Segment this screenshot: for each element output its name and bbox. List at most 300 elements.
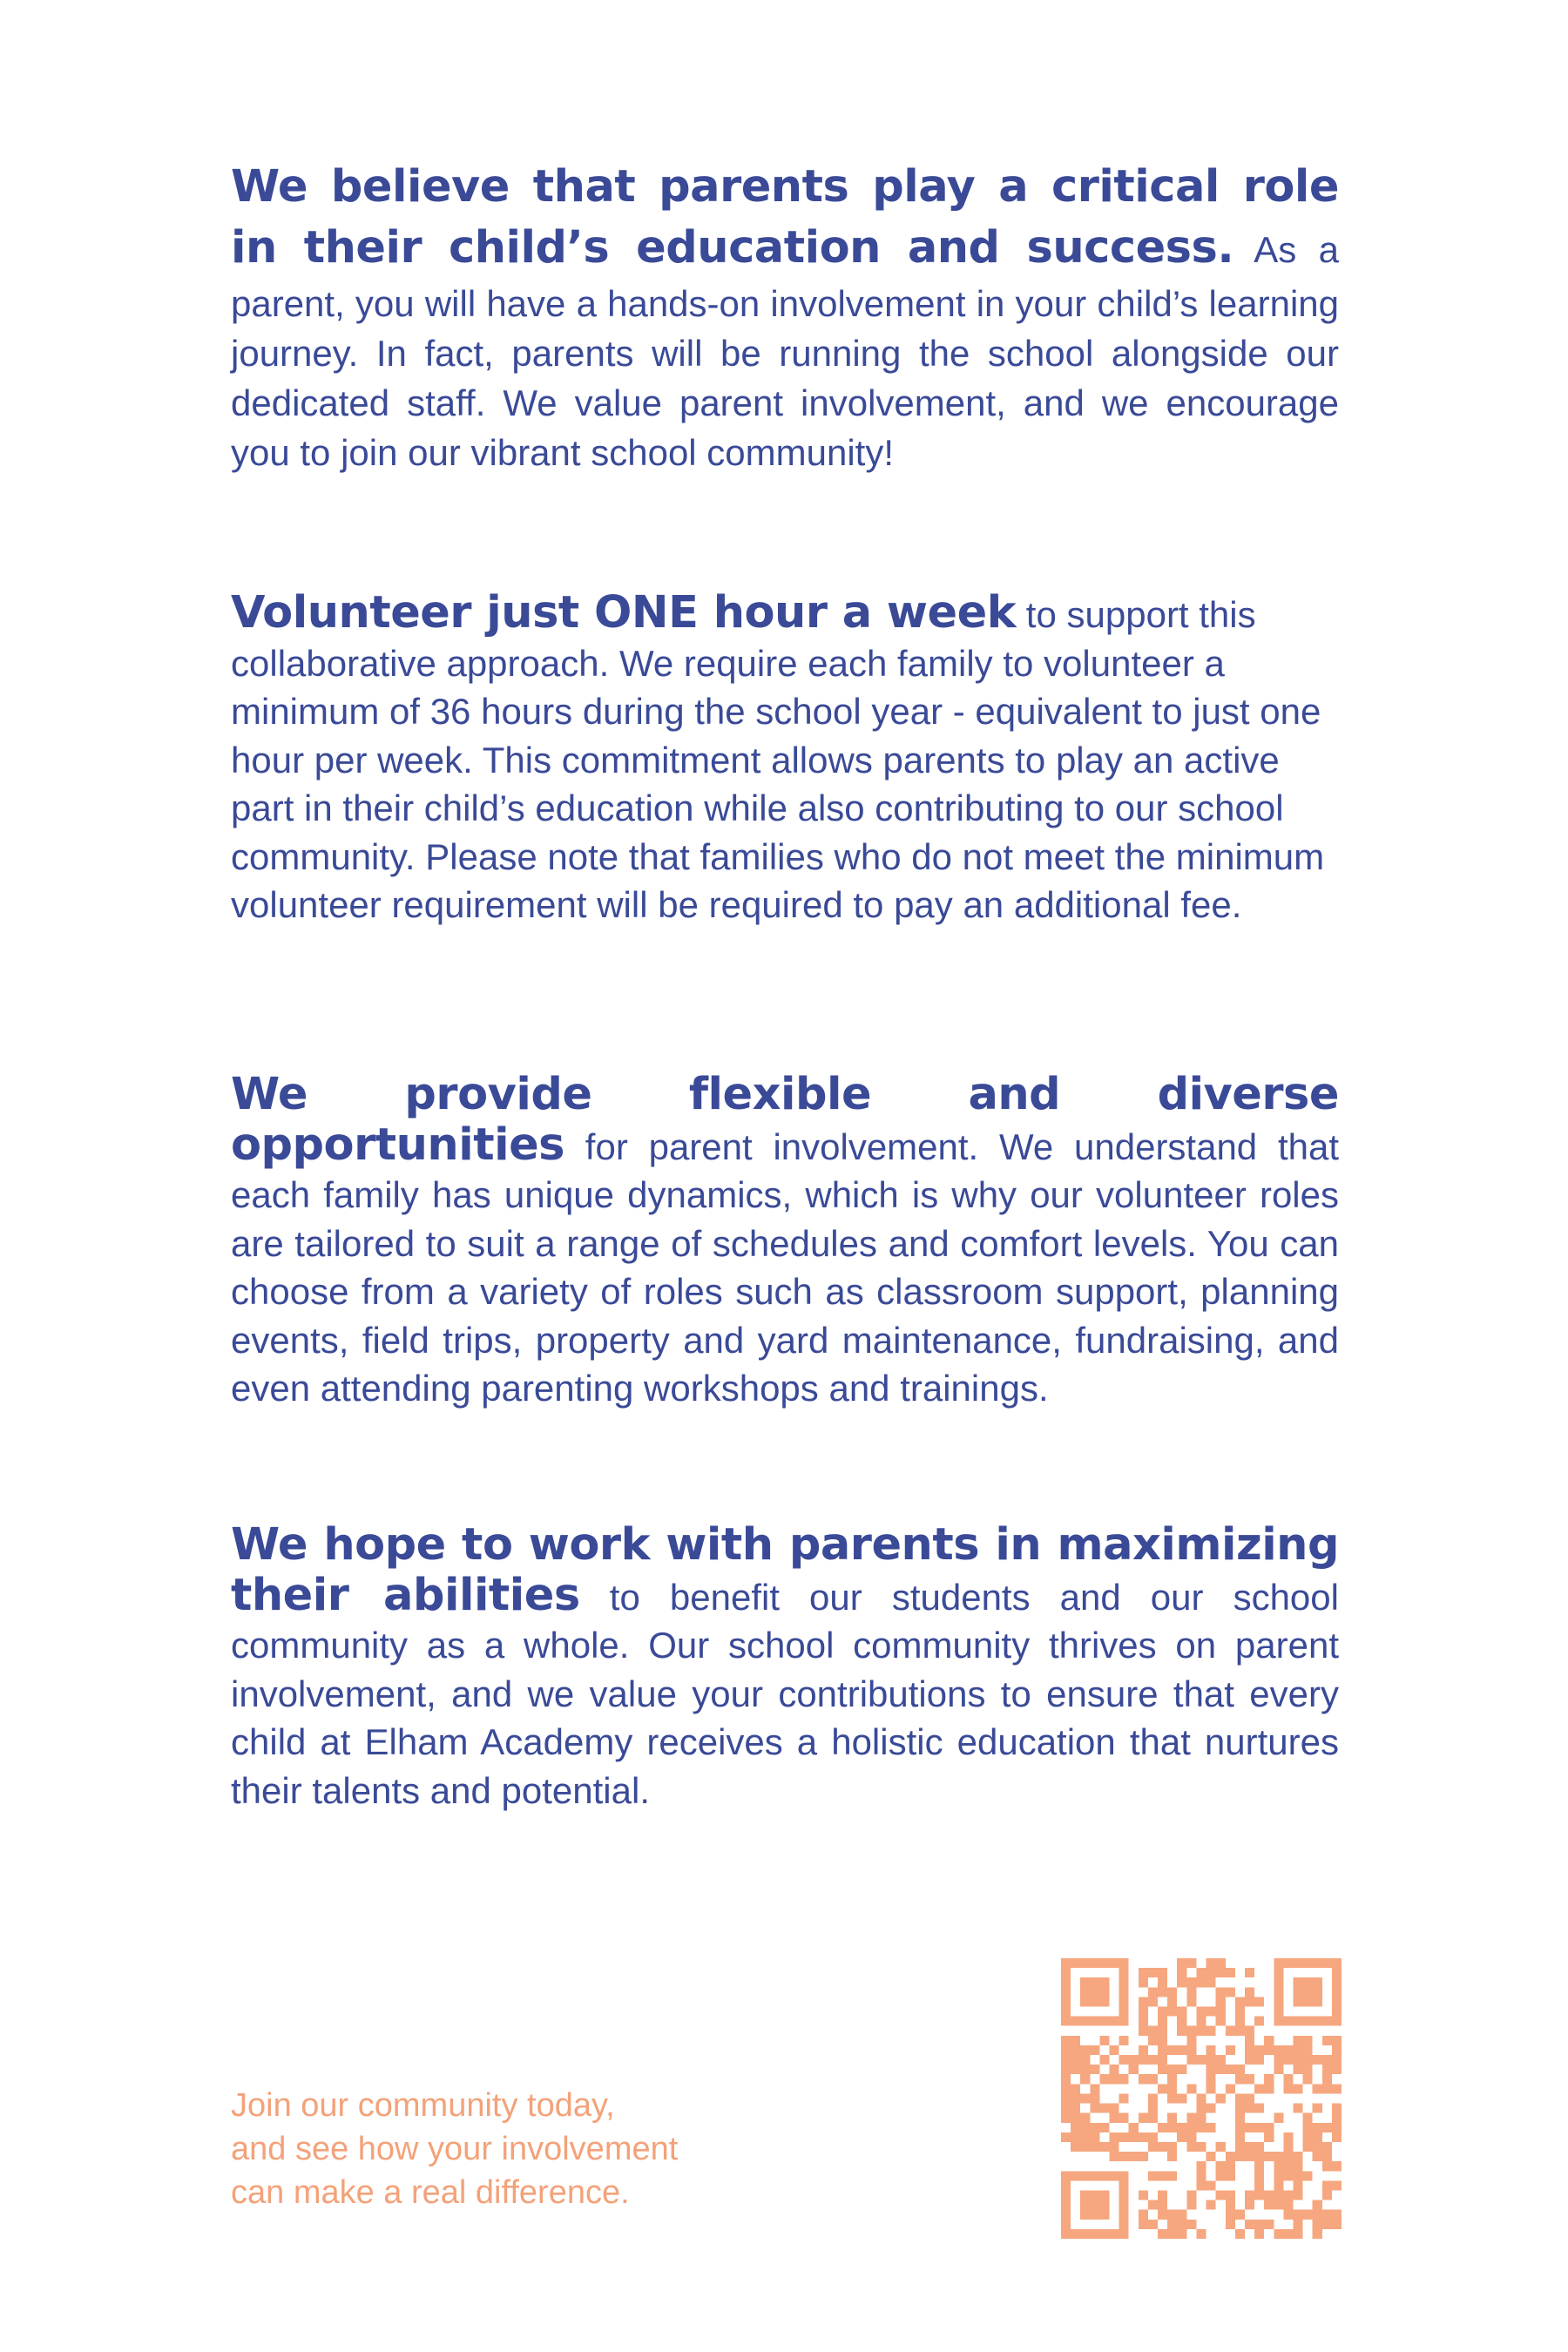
- qr-module: [1119, 2093, 1129, 2103]
- qr-module: [1139, 1997, 1148, 2006]
- qr-module: [1090, 2132, 1099, 2142]
- qr-module: [1110, 2074, 1119, 2084]
- qr-module: [1080, 2065, 1090, 2074]
- qr-module: [1283, 2229, 1293, 2239]
- qr-module: [1206, 2200, 1216, 2210]
- qr-module: [1303, 2142, 1313, 2152]
- qr-module: [1235, 2113, 1245, 2123]
- qr-module: [1206, 2180, 1216, 2190]
- qr-module: [1177, 2093, 1186, 2103]
- qr-module: [1322, 2220, 1332, 2229]
- qr-module: [1264, 2123, 1274, 2132]
- qr-module: [1167, 2210, 1177, 2220]
- qr-module: [1167, 2171, 1177, 2180]
- qr-module: [1283, 2161, 1293, 2171]
- qr-module: [1158, 2017, 1167, 2026]
- qr-module: [1177, 2210, 1186, 2220]
- qr-module: [1245, 2026, 1254, 2036]
- qr-module: [1167, 2084, 1177, 2093]
- qr-module: [1274, 2161, 1283, 2171]
- qr-module: [1158, 2055, 1167, 2065]
- qr-module: [1254, 1997, 1264, 2006]
- qr-finder-module: [1061, 2229, 1129, 2239]
- qr-module: [1264, 2200, 1274, 2210]
- qr-module: [1313, 2132, 1322, 2142]
- qr-module: [1313, 2152, 1322, 2161]
- qr-module: [1322, 2084, 1332, 2093]
- qr-module: [1196, 1977, 1206, 1987]
- qr-module: [1206, 2074, 1216, 2084]
- qr-module: [1139, 2007, 1148, 2017]
- qr-module: [1196, 2180, 1206, 2190]
- qr-module: [1148, 2036, 1158, 2045]
- qr-module: [1274, 2113, 1283, 2123]
- qr-module: [1148, 1987, 1158, 1997]
- qr-module: [1245, 1968, 1254, 1977]
- qr-module: [1158, 1968, 1167, 1977]
- qr-module: [1216, 2065, 1226, 2074]
- qr-module: [1226, 2190, 1235, 2200]
- qr-finder-module: [1332, 1968, 1342, 2017]
- qr-module: [1313, 2084, 1322, 2093]
- qr-module: [1196, 2093, 1206, 2103]
- qr-module: [1216, 2093, 1226, 2103]
- qr-module: [1071, 2084, 1080, 2093]
- qr-module: [1110, 2142, 1119, 2152]
- qr-module: [1071, 2123, 1080, 2132]
- qr-module: [1196, 2113, 1206, 2123]
- qr-module: [1216, 2161, 1226, 2171]
- qr-module: [1186, 1958, 1196, 1968]
- qr-module: [1186, 2045, 1196, 2055]
- qr-module: [1186, 2055, 1196, 2065]
- qr-module: [1167, 2093, 1177, 2103]
- qr-module: [1206, 1958, 1216, 1968]
- qr-module: [1293, 2055, 1302, 2065]
- qr-module: [1226, 2045, 1235, 2055]
- section-paragraph: [231, 589, 1339, 929]
- qr-finder-module: [1061, 1968, 1071, 2017]
- qr-module: [1206, 1968, 1216, 1977]
- qr-module: [1129, 2123, 1139, 2132]
- section-paragraph: [231, 157, 1339, 477]
- section-heading: Volunteer just ONE hour a week: [231, 587, 1017, 639]
- qr-module: [1177, 2229, 1186, 2239]
- qr-module: [1283, 2200, 1293, 2210]
- qr-module: [1226, 2210, 1235, 2220]
- qr-module: [1139, 2190, 1148, 2200]
- qr-module: [1303, 2113, 1313, 2123]
- qr-module: [1322, 2190, 1332, 2200]
- qr-module: [1186, 1997, 1196, 2006]
- qr-module: [1177, 2132, 1186, 2142]
- qr-module: [1139, 2152, 1148, 2161]
- qr-module: [1061, 2036, 1071, 2045]
- qr-module: [1245, 2045, 1254, 2055]
- qr-module: [1216, 1997, 1226, 2006]
- qr-module: [1226, 1987, 1235, 1997]
- qr-module: [1283, 2055, 1293, 2065]
- qr-module: [1090, 2065, 1099, 2074]
- qr-module: [1186, 2220, 1196, 2229]
- qr-module: [1119, 2152, 1129, 2161]
- section-parent-role: [231, 157, 1339, 477]
- qr-module: [1158, 1977, 1167, 1987]
- qr-module: [1119, 2055, 1129, 2065]
- qr-module: [1254, 2045, 1264, 2055]
- qr-module: [1061, 2084, 1071, 2093]
- qr-finder-module: [1293, 1977, 1321, 2006]
- qr-module: [1139, 2045, 1148, 2055]
- qr-module: [1167, 1997, 1177, 2006]
- qr-module: [1226, 2152, 1235, 2161]
- qr-module: [1254, 2104, 1264, 2113]
- qr-module: [1061, 2104, 1071, 2113]
- qr-module: [1071, 2113, 1080, 2123]
- qr-module: [1235, 2093, 1245, 2103]
- qr-module: [1274, 2180, 1283, 2190]
- qr-module: [1322, 2065, 1332, 2074]
- qr-module: [1322, 2123, 1332, 2132]
- qr-module: [1313, 2055, 1322, 2065]
- qr-module: [1332, 2132, 1342, 2142]
- qr-module: [1206, 1977, 1216, 1987]
- qr-alignment-module: [1293, 2161, 1302, 2190]
- section-body: to benefit our students and our school community as a whole. Our school community thrives on parent involvement, and we value your contributions to ensure that every child at Elham Academy receives a holistic education that nurtures their talents and potential.: [231, 1576, 1339, 1811]
- qr-module: [1196, 2161, 1206, 2171]
- qr-module: [1110, 2152, 1119, 2161]
- qr-module: [1283, 2132, 1293, 2142]
- qr-module: [1196, 2026, 1206, 2036]
- qr-module: [1245, 1997, 1254, 2006]
- qr-module: [1129, 2055, 1139, 2065]
- qr-module: [1196, 2017, 1206, 2026]
- qr-finder-module: [1080, 1977, 1109, 2006]
- section-heading: We hope to work with parents in maximizing their abilities: [231, 1519, 1339, 1621]
- qr-module: [1332, 2113, 1342, 2123]
- qr-module: [1061, 2113, 1071, 2123]
- qr-finder-module: [1061, 2017, 1129, 2026]
- qr-module: [1139, 2132, 1148, 2142]
- qr-module: [1071, 2132, 1080, 2142]
- qr-module: [1139, 2026, 1148, 2036]
- qr-module: [1245, 1987, 1254, 1997]
- qr-module: [1177, 1977, 1186, 1987]
- qr-module: [1206, 2026, 1216, 2036]
- qr-module: [1332, 2045, 1342, 2055]
- qr-module: [1061, 2132, 1071, 2142]
- qr-module: [1167, 2229, 1177, 2239]
- qr-module: [1274, 2065, 1283, 2074]
- qr-module: [1177, 2017, 1186, 2026]
- qr-module: [1245, 2036, 1254, 2045]
- qr-module: [1245, 2093, 1254, 2103]
- qr-module: [1090, 2104, 1099, 2113]
- qr-module: [1235, 2142, 1245, 2152]
- qr-module: [1167, 2220, 1177, 2229]
- qr-module: [1283, 2074, 1293, 2084]
- qr-module: [1080, 2045, 1090, 2055]
- qr-module: [1080, 2142, 1090, 2152]
- qr-module: [1332, 2065, 1342, 2074]
- qr-module: [1148, 2055, 1158, 2065]
- qr-module: [1196, 2142, 1206, 2152]
- qr-module: [1129, 2065, 1139, 2074]
- qr-module: [1186, 2200, 1196, 2210]
- qr-module: [1080, 2132, 1090, 2142]
- qr-module: [1090, 2123, 1099, 2132]
- qr-module: [1313, 2142, 1322, 2152]
- qr-module: [1303, 2132, 1313, 2142]
- qr-module: [1235, 2007, 1245, 2017]
- qr-finder-module: [1080, 2190, 1109, 2219]
- qr-module: [1274, 2055, 1283, 2065]
- qr-module: [1303, 2074, 1313, 2084]
- qr-module: [1186, 1987, 1196, 1997]
- qr-module: [1226, 2220, 1235, 2229]
- qr-module: [1245, 2152, 1254, 2161]
- qr-finder-module: [1119, 2180, 1129, 2229]
- qr-module: [1206, 2065, 1216, 2074]
- section-body: for parent involvement. We understand that each family has unique dynamics, which is why our volunteer roles are tailored to suit a range of schedules and comfort levels. You can choose from a variety of roles such as classroom support, planning events, field trips, property and yard maintenance, fundraising, and even attending parenting workshops and trainings.: [231, 1125, 1339, 1409]
- qr-module: [1322, 2152, 1332, 2161]
- qr-module: [1061, 2045, 1071, 2055]
- qr-module: [1196, 2123, 1206, 2132]
- qr-module: [1254, 2084, 1264, 2093]
- qr-module: [1158, 2171, 1167, 2180]
- section-body: As a parent, you will have a hands-on involvement in your child’s learning journey. In fact, parents will be running the school alongside our dedicated staff. We value parent involvement, and we encourage you to join our vibrant school community!: [231, 229, 1339, 473]
- qr-module: [1264, 2132, 1274, 2142]
- qr-module: [1283, 2084, 1293, 2093]
- section-paragraph: [231, 1071, 1339, 1413]
- qr-module: [1158, 2065, 1167, 2074]
- qr-module: [1303, 2045, 1313, 2055]
- qr-module: [1110, 2113, 1119, 2123]
- qr-module: [1313, 2123, 1322, 2132]
- qr-module: [1283, 2210, 1293, 2220]
- qr-module: [1167, 2113, 1177, 2123]
- qr-module: [1216, 2171, 1226, 2180]
- qr-module: [1119, 2036, 1129, 2045]
- qr-module: [1235, 2074, 1245, 2084]
- qr-module: [1332, 2036, 1342, 2045]
- qr-module: [1177, 2220, 1186, 2229]
- qr-module: [1332, 2180, 1342, 2190]
- qr-module: [1245, 2142, 1254, 2152]
- qr-module: [1139, 1977, 1148, 1987]
- qr-module: [1226, 2171, 1235, 2180]
- qr-module: [1148, 1968, 1158, 1977]
- qr-module: [1196, 2229, 1206, 2239]
- qr-module: [1196, 2055, 1206, 2065]
- qr-module: [1167, 2152, 1177, 2161]
- qr-module: [1245, 2200, 1254, 2210]
- qr-module: [1216, 2142, 1226, 2152]
- qr-module: [1099, 2142, 1109, 2152]
- qr-module: [1216, 1958, 1226, 1968]
- qr-module: [1283, 2045, 1293, 2055]
- qr-module: [1139, 2055, 1148, 2065]
- qr-module: [1293, 2210, 1302, 2220]
- qr-module: [1226, 2200, 1235, 2210]
- qr-module: [1216, 1987, 1226, 1997]
- qr-module: [1274, 2045, 1283, 2055]
- qr-module: [1206, 2007, 1216, 2017]
- qr-module: [1148, 2074, 1158, 2084]
- qr-module: [1071, 2036, 1080, 2045]
- qr-module: [1119, 2113, 1129, 2123]
- qr-module: [1235, 2210, 1245, 2220]
- qr-module: [1313, 2220, 1322, 2229]
- qr-finder-module: [1119, 1968, 1129, 2017]
- qr-module: [1332, 2161, 1342, 2171]
- qr-module: [1293, 2084, 1302, 2093]
- qr-module: [1186, 2142, 1196, 2152]
- qr-module: [1264, 2074, 1274, 2084]
- qr-module: [1071, 2055, 1080, 2065]
- qr-module: [1139, 1968, 1148, 1977]
- qr-module: [1148, 2104, 1158, 2113]
- qr-module: [1177, 2045, 1186, 2055]
- section-body: to support this collaborative approach. We require each family to volunteer a minimum of 36 hours during the school year - equivalent to just one hour per week. This commitment allows parents to play an active part in their child’s education while also contributing to our school community. Please note that families who do not meet the minimum volunteer requirement will be required to pay an additional fee.: [231, 594, 1325, 925]
- qr-module: [1061, 2093, 1071, 2103]
- qr-module: [1139, 2074, 1148, 2084]
- qr-module: [1245, 2220, 1254, 2229]
- qr-module: [1061, 2074, 1071, 2084]
- qr-module: [1206, 2055, 1216, 2065]
- qr-module: [1322, 2074, 1332, 2084]
- qr-module: [1196, 2171, 1206, 2180]
- qr-module: [1158, 2007, 1167, 2017]
- qr-module: [1226, 2161, 1235, 2171]
- cta-line: Join our community today,: [231, 2087, 615, 2124]
- qr-module: [1186, 2036, 1196, 2045]
- qr-module: [1129, 2152, 1139, 2161]
- qr-module: [1158, 2229, 1167, 2239]
- qr-module: [1313, 2210, 1322, 2220]
- qr-module: [1293, 2036, 1302, 2045]
- qr-finder-module: [1274, 1958, 1342, 1968]
- qr-module: [1158, 2084, 1167, 2093]
- qr-module: [1090, 2142, 1099, 2152]
- qr-module: [1245, 2055, 1254, 2065]
- qr-module: [1099, 2055, 1109, 2065]
- qr-module: [1186, 2123, 1196, 2132]
- qr-module: [1177, 2026, 1186, 2036]
- qr-module: [1071, 2142, 1080, 2152]
- qr-code-icon[interactable]: [1061, 1958, 1342, 2239]
- qr-module: [1235, 2229, 1245, 2239]
- qr-module: [1332, 2220, 1342, 2229]
- section-volunteer-hour: [231, 589, 1339, 929]
- qr-alignment-module: [1274, 2171, 1283, 2180]
- qr-module: [1186, 2132, 1196, 2142]
- qr-module: [1254, 2017, 1264, 2026]
- qr-module: [1322, 2036, 1332, 2045]
- qr-module: [1167, 2007, 1177, 2017]
- qr-module: [1148, 2220, 1158, 2229]
- qr-module: [1080, 2055, 1090, 2065]
- qr-module: [1313, 2229, 1322, 2239]
- qr-module: [1177, 2007, 1186, 2017]
- qr-module: [1206, 2084, 1216, 2093]
- section-maximizing-abilities: [231, 1521, 1339, 1815]
- qr-module: [1206, 2045, 1216, 2055]
- qr-module: [1167, 2074, 1177, 2084]
- section-paragraph: [231, 1521, 1339, 1815]
- qr-module: [1206, 2152, 1216, 2161]
- qr-module: [1245, 2190, 1254, 2200]
- qr-module: [1235, 2132, 1245, 2142]
- qr-module: [1099, 2074, 1109, 2084]
- qr-module: [1226, 2084, 1235, 2093]
- qr-module: [1254, 2123, 1264, 2132]
- qr-module: [1110, 2045, 1119, 2055]
- qr-finder-module: [1061, 2171, 1129, 2180]
- qr-module: [1090, 2093, 1099, 2103]
- section-opportunities: [231, 1071, 1339, 1413]
- qr-module: [1139, 2017, 1148, 2026]
- qr-module: [1245, 2104, 1254, 2113]
- qr-module: [1254, 2055, 1264, 2065]
- qr-module: [1167, 1987, 1177, 1997]
- qr-module: [1196, 2104, 1206, 2113]
- qr-module: [1167, 2123, 1177, 2132]
- qr-module: [1293, 2104, 1302, 2113]
- qr-module: [1206, 2123, 1216, 2132]
- qr-module: [1332, 2210, 1342, 2220]
- qr-alignment-module: [1254, 2190, 1303, 2200]
- qr-module: [1177, 2065, 1186, 2074]
- qr-finder-module: [1061, 2180, 1071, 2229]
- section-heading: We believe that parents play a critical role in their child’s education and success.: [231, 161, 1339, 274]
- qr-module: [1186, 2113, 1196, 2123]
- qr-module: [1148, 2113, 1158, 2123]
- qr-module: [1110, 2132, 1119, 2142]
- qr-finder-module: [1274, 2017, 1342, 2026]
- qr-module: [1148, 2200, 1158, 2210]
- qr-module: [1226, 2026, 1235, 2036]
- qr-module: [1264, 2084, 1274, 2093]
- qr-module: [1158, 2190, 1167, 2200]
- qr-module: [1158, 2210, 1167, 2220]
- qr-module: [1303, 2055, 1313, 2065]
- qr-module: [1071, 2104, 1080, 2113]
- qr-module: [1216, 2055, 1226, 2065]
- qr-module: [1293, 2065, 1302, 2074]
- qr-module: [1322, 2142, 1332, 2152]
- qr-module: [1167, 2045, 1177, 2055]
- qr-module: [1216, 1968, 1226, 1977]
- qr-module: [1119, 2132, 1129, 2142]
- qr-module: [1158, 2123, 1167, 2132]
- qr-module: [1332, 2123, 1342, 2132]
- qr-module: [1158, 2026, 1167, 2036]
- qr-module: [1254, 2142, 1264, 2152]
- qr-module: [1167, 2142, 1177, 2152]
- qr-module: [1080, 2123, 1090, 2132]
- qr-module: [1235, 2104, 1245, 2113]
- qr-module: [1264, 2220, 1274, 2229]
- qr-module: [1177, 2123, 1186, 2132]
- qr-module: [1177, 1958, 1186, 1968]
- qr-module: [1235, 2065, 1245, 2074]
- qr-module: [1186, 2026, 1196, 2036]
- qr-module: [1080, 2074, 1090, 2084]
- qr-module: [1283, 2171, 1293, 2180]
- qr-module: [1235, 1997, 1245, 2006]
- qr-module: [1080, 2113, 1090, 2123]
